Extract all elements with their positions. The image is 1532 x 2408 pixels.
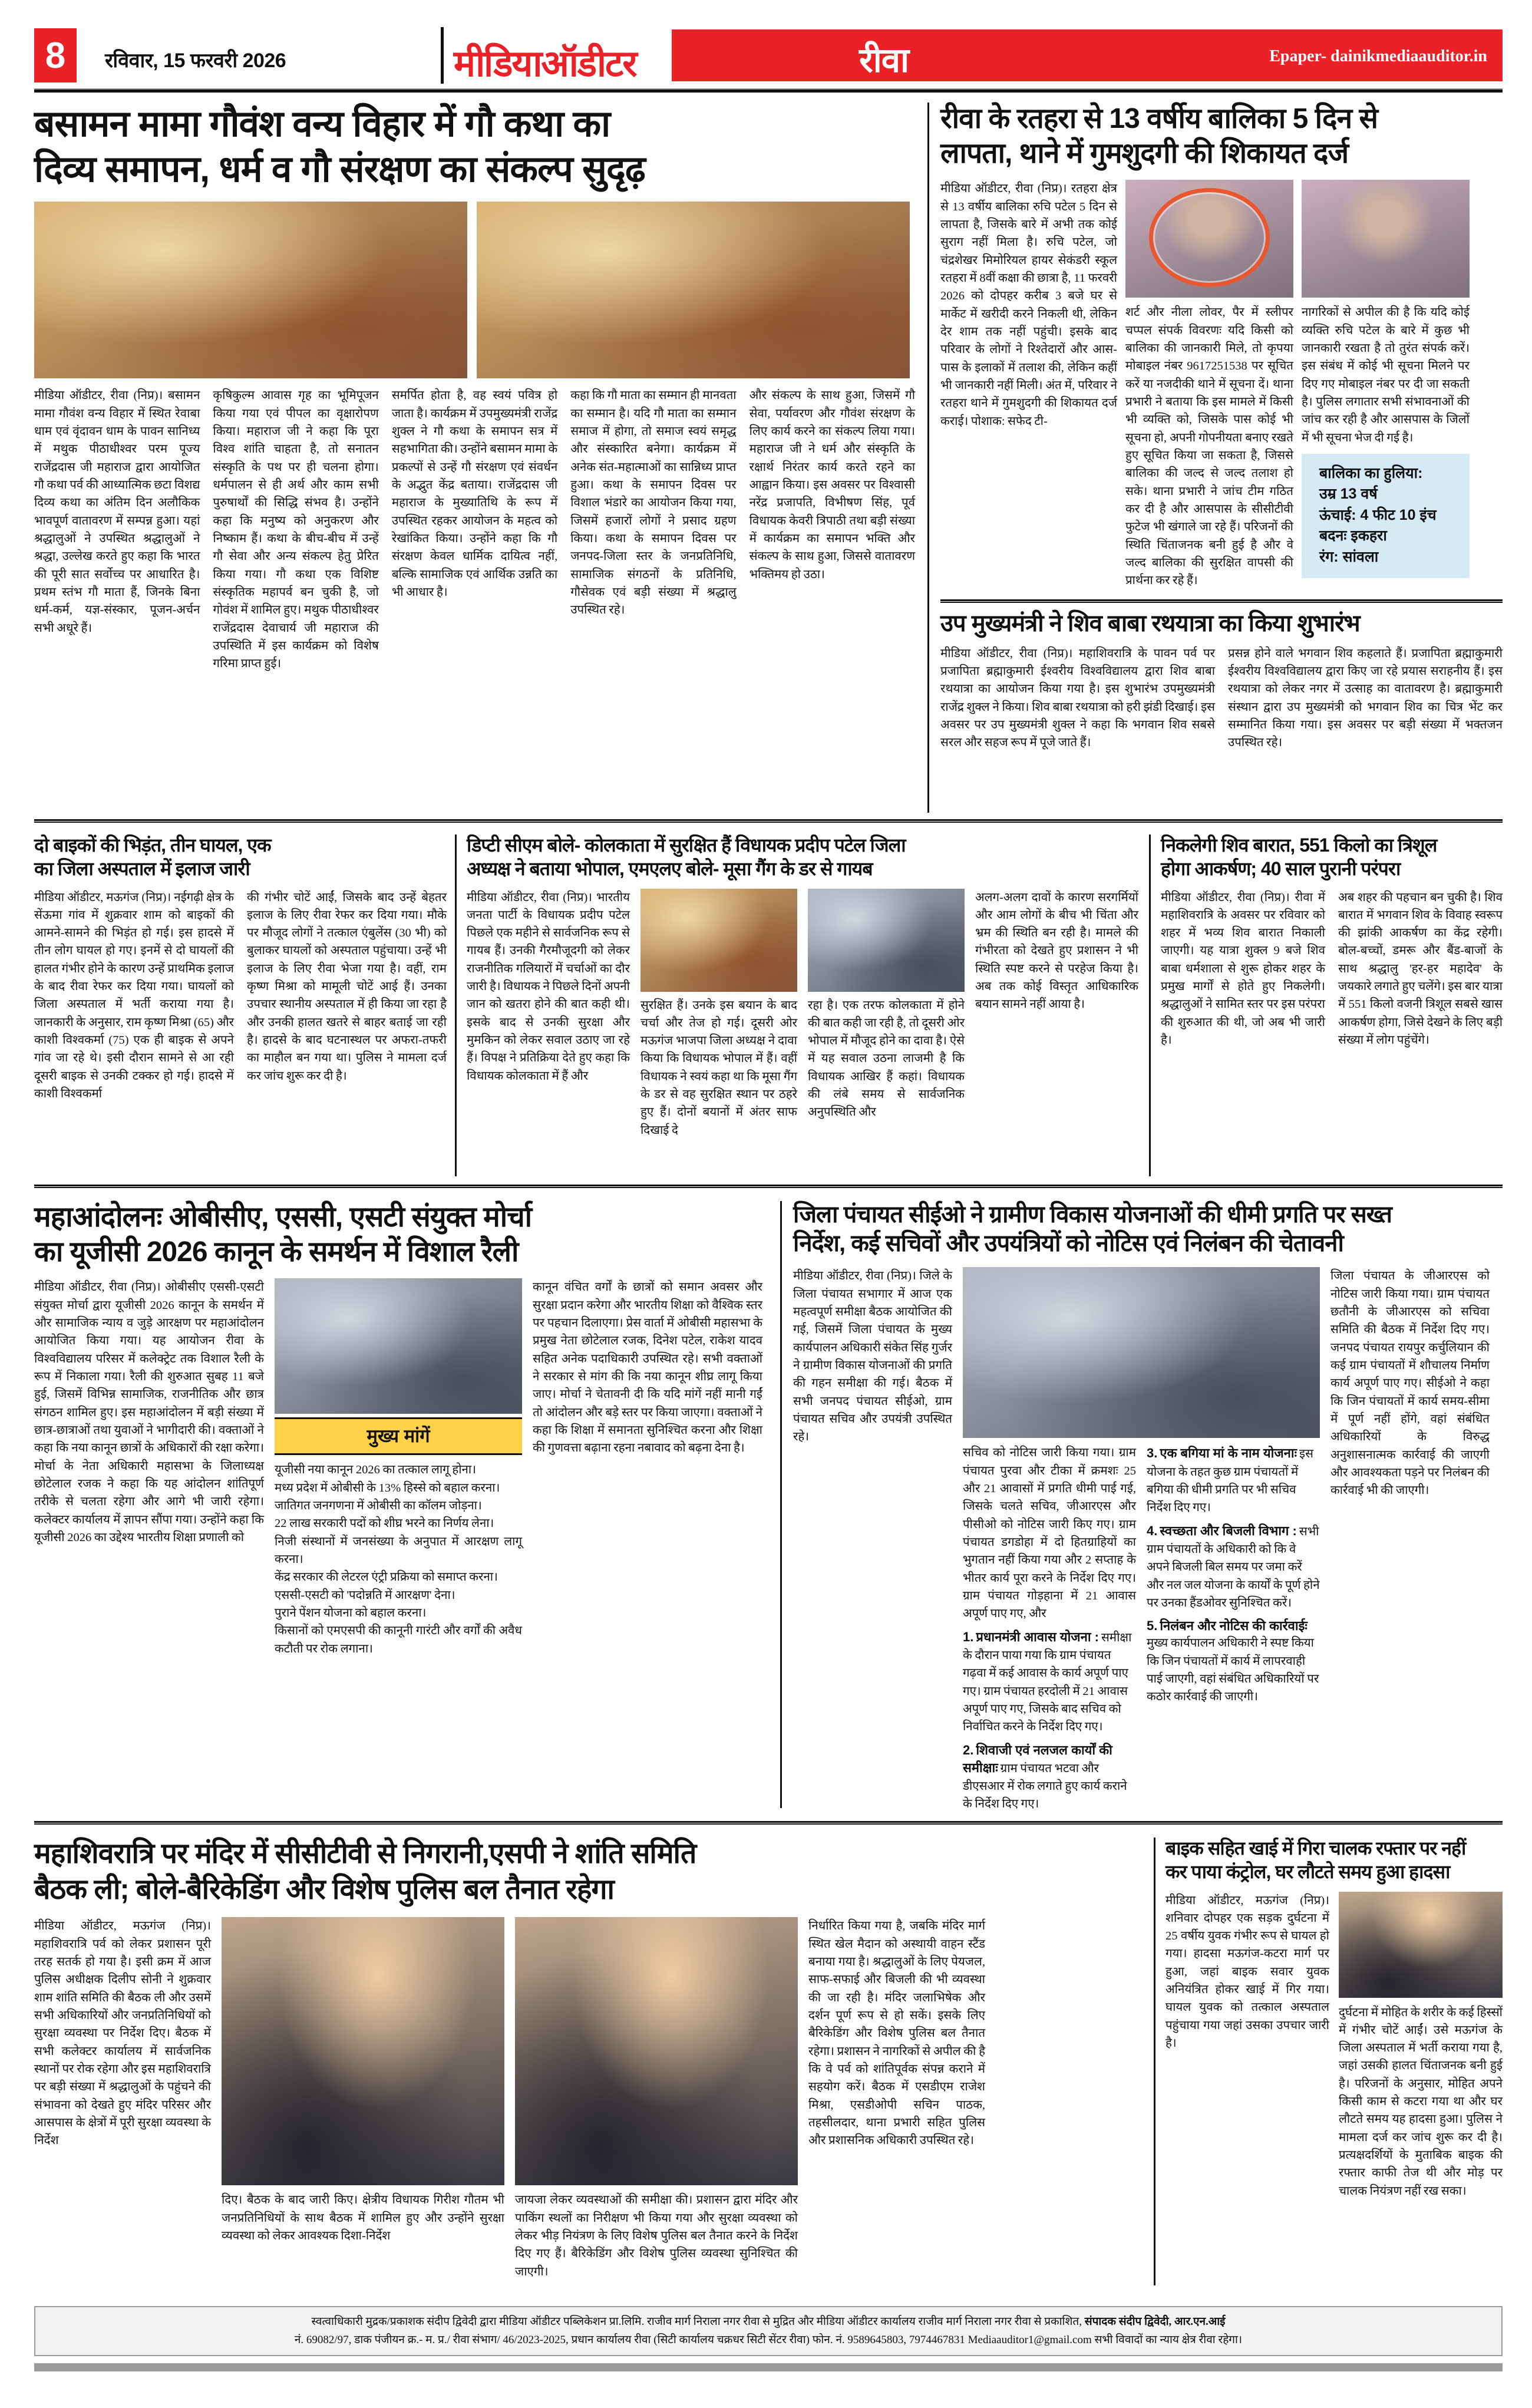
shiv-baba-headline: उप मुख्यमंत्री ने शिव बाबा रथयात्रा का किया शुभारंभ (940, 610, 1360, 636)
bike-col-1: मीडिया ऑडीटर, मऊगंज (निप्र)। नईगढ़ी क्षेत्र के सेंऊमा गांव में शुक्रवार शाम को बाइकों की आमने-सामने की भिड़ंत हो गई। इस हादसे में तीन लोग घायल हो गए। इनमें से दो घायलों की हालत गंभीर होने के कारण उन्हें प्राथमिक इलाज के बाद रीवा रेफर कर दिया गया। घायलों को जिला अस्पताल में भर्ती कराया गया है। जानकारी के अनुसार, राम कृष्ण मिश्रा (65) और काशी विश्वकर्मा (75) एक ही बाइक से अपने गांव जा रहे थे। इसी दौरान सामने से आ रही दूसरी बाइक से उनकी टक्कर हो गई। हादसे में काशी विश्वकर्मा (34, 890, 234, 1101)
panchayat-item-3-title: एक बगिया मां के नाम योजनाः (1160, 1446, 1297, 1461)
newspaper-page (34, 22, 1503, 2380)
masthead-rule (34, 88, 1503, 93)
panchayat-item-5-num: 5. (1147, 1618, 1158, 1634)
panchayat-item-2-title: शिवाजी एवं नलजल कार्यों की समीक्षाः (963, 1742, 1112, 1775)
missing-girl-story (940, 103, 1503, 752)
panchayat-item-5-text: मुख्य कार्यपालन अधिकारी ने स्पष्ट किया कि जिन पंचायतों में कार्य में लापरवाही पाई जाएगी, वहां संबंधित अधिकारियों पर कठोर कार्रवाई की जाएगी। (1147, 1637, 1319, 1704)
khai-headline-line2: कर पाया कंट्रोल, घर लौटते समय हुआ हादसा (1165, 1861, 1450, 1882)
andolan-demand-2: मध्य प्रदेश में ओबीसी के 13% हिस्से को बहाल करना। (275, 1481, 500, 1495)
andolan-col-2: कानून वंचित वर्गों के छात्रों को समान अवसर और सुरक्षा प्रदान करेगा और भारतीय शिक्षा को वैश्विक स्तर पर पहचान दिलाएगा। प्रेस वार्ता में ओबीसी महासभा के प्रमुख नेता छोटेलाल रजक, दिनेश पटेल, राकेश यादव सहित अनेक पदाधिकारी उपस्थित रहे। सभी वक्ताओं ने सरकार से मांग की कि नया कानून शीघ्र लागू किया जाए। मोर्चा ने चेतावनी दी कि यदि मांगें नहीं मानी गईं तो आंदोलन और बड़े स्तर पर किया जाएगा। वक्ताओं ने कहा कि शिक्षा में समानता सुनिश्चित करना और शिक्षा की गुणवत्ता बढ़ाना रहना नबावाद को बढ़ना देना है। (533, 1281, 762, 1455)
panchayat-item-4-text: सभी ग्राम पंचायतों के अधिकारी को कि वे अपने बिजली बिल समय पर जमा करें और नल जल योजना के कार्यों के पूर्ण होने पर उनका हैंडओवर सुनिश्चित करें। (1147, 1525, 1320, 1609)
panchayat-item-4-num: 4. (1147, 1523, 1158, 1538)
andolan-demand-9: किसानों को एमएसपी की कानूनी गारंटी और वर्गों की अवैध कटौती पर रोक लगाना। (275, 1624, 522, 1655)
deputycm-headline-line2: अध्यक्ष ने बताया भोपाल, एमएलए बोले- मूसा गैंग के डर से गायब (467, 857, 873, 879)
shivratri-col-4: निर्धारित किया गया है, जबकि मंदिर मार्ग स्थित खेल मैदान को अस्थायी वाहन स्टैंड बनाया गया है। श्रद्धालुओं के लिए पेयजल, साफ-सफाई और बिजली की भी व्यवस्था की जा रही है। मंदिर जलाभिषेक और दर्शन पूर्ण रूप से हो सकें। इसके लिए बैरिकेडिंग और विशेष पुलिस बल तैनात रहेगा। प्रशासन ने नागरिकों से अपील की है कि वे पर्व को शांतिपूर्वक संपन्न कराने में सहयोग करें। बैठक में एसडीएम राजेश मिश्रा, एसडीओपी सचिन पाठक, तहसीलदार, थाना प्रभारी सहित पुलिस और प्रशासनिक अधिकारी उपस्थित रहे। (808, 1919, 985, 2148)
lead-col-5: और संकल्प के साथ हुआ, जिसमें गौ सेवा, पर्यावरण और गौवंश संरक्षण के लिए कार्य करने का संकल्प लिया गया। महाराज जी ने धर्म और संस्कृति के रक्षार्थ निरंतर कार्य करते रहने का आह्वान किया। इस अवसर पर विश्वासी नरेंद्र प्रजापति, विभीषण सिंह, पूर्व विधायक केवरी त्रिपाठी तथा बड़ी संख्या में कार्यक्रम का समापन भक्ति और संकल्प के साथ हुआ, जिससे वातावरण भक्तिमय हो उठा। (749, 389, 916, 581)
shivratri-col-2: दिए। बैठक के बाद जारी किए। क्षेत्रीय विधायक गिरीश गौतम भी जनप्रतिनिधियों के साथ बैठक में शामिल हुए और उन्होंने सुरक्षा व्यवस्था को लेकर आवश्यक दिशा-निर्देश (222, 2193, 504, 2242)
shiv-baba-col-2: प्रसन्न होने वाले भगवान शिव कहलाते हैं। प्रजापिता ब्रह्माकुमारी ईश्वरीय विश्वविद्यालय द्वारा किए जा रहे प्रयास सराहनीय हैं। इस रथयात्रा को लेकर नगर में उत्साह का वातावरण है। ब्रह्माकुमारी संस्थान द्वारा उप मुख्यमंत्री को भगवान शिव का चित्र भेंट कर सम्मानित किया गया। इस अवसर पर बड़ी संख्या में भक्तजन उपस्थित रहे। (1228, 646, 1503, 750)
police-meeting-photo (222, 1917, 504, 2185)
footer-line1-pre: स्वत्वाधिकारी मुद्रक/प्रकाशक संदीप द्विवेदी द्वारा मीडिया ऑडीटर पब्लिकेशन प्रा.लिमि. राजीव मार्ग निराला नगर रीवा से मुद्रित और मीडिया ऑडीटर कार्यालय राजीव मार्ग निराला नगर रीवा से प्रकाशित, (311, 2315, 1085, 2328)
panchayat-meeting-photo (963, 1267, 1320, 1438)
bike-headline-line2: का जिला अस्पताल में इलाज जारी (34, 857, 250, 879)
missing-girl-school-uniform-photo (1302, 180, 1470, 298)
demands-bar: मुख्य मांगें (275, 1417, 522, 1455)
lead-col-1: मीडिया ऑडीटर, रीवा (निप्र)। बसामन मामा गौवंश वन्य विहार में स्थित रेवाबा धाम एवं वृंदावन धाम के पावन सानिध्य में मथुक पीठाधीश्वर परम पूज्य राजेंद्रदास जी महाराज द्वारा आयोजित गौ कथा पर्व की आध्यात्मिक छटा विशद्य दिव्य कथा का अंतिम दिन अलौकिक भावपूर्ण वातावरण में सम्पन्न हुआ। यहां श्रद्धालुओं ने उपस्थित श्रद्धालुओं ने श्रद्धा, उल्लेख करते हुए कहा कि भारत की पूरी सात सर्वोच्च पर आधारित है। प्रथम स्तंभ गौ माता हैं, जिनके बिना धर्म-कर्म, यज्ञ-संस्कार, पूजन-अर्चन सभी अधूरे हैं। (34, 389, 200, 635)
shivbarat-col-1: मीडिया ऑडीटर, रीवा (निप्र)। रीवा में महाशिवरात्रि के अवसर पर रविवार को शहर में भव्य शिव बारात निकाली जाएगी। यह यात्रा शुक्ल 9 बजे शिव बाबा धर्मशाला से शुरू होकर शहर के प्रमुख मार्गों से होते हुए निकलेगी। श्रद्धालुओं ने सामित स्तर पर इस परंपरा की शुरुआत की थी, जो अब भी जारी है। (1161, 890, 1325, 1047)
andolan-col-1: मीडिया ऑडीटर, रीवा (निप्र)। ओबीसीए एससी-एसटी संयुक्त मोर्चा द्वारा यूजीसी 2026 कानून के समर्थन में और सामाजिक न्याय व जुड़े आरक्षण पर महाआंदोलन आयोजित किया गया। यह आयोजन रीवा के विश्वविद्यालय परिसर में कलेक्ट्रेट तक विशाल रैली के रूप में निकाला गया। रैली की शुरुआत सुबह 11 बजे हुई, जिसमें विभिन्न सामाजिक, राजनीतिक और छात्र संगठन शामिल हुए। इस महाआंदोलन में बड़ी संख्या में छात्र-छात्राओं तथा युवाओं ने भागीदारी की। वक्ताओं ने कहा कि नया कानून छात्रों के अधिकारों की रक्षा करेगा। मोर्चा के नेता अधिकारी महासभा के जिलाध्यक्ष छोटेलाल रजक ने कहा कि यह आंदोलन शांतिपूर्ण तरीके से चलता रहेगा और आगे भी जारी रहेगा। कलेक्टर कार्यालय में ज्ञापन सौंपा गया। उन्होंने कहा कि यूजीसी 2026 का उद्देश्य भारतीय शिक्षा प्रणाली को (34, 1281, 264, 1544)
section-rule-1 (34, 819, 1503, 823)
shivratri-headline-line1: महाशिवरात्रि पर मंदिर में सीसीटीवी से निगरानी,एसपी ने शांति समिति (34, 1838, 696, 1869)
column-separator-1 (927, 103, 929, 813)
column-separator-4 (780, 1201, 782, 1808)
panchayat-story (793, 1201, 1503, 1813)
shiv-barat-story (1161, 834, 1503, 1049)
bike-headline-line1: दो बाइकों की भिड़ंत, तीन घायल, एक (34, 834, 271, 856)
column-separator-3 (1149, 834, 1151, 1176)
gau-katha-audience-photo (477, 202, 910, 378)
andolan-demand-8: पुराने पेंशन योजना को बहाल करना। (275, 1606, 427, 1619)
deputy-cm-photo (640, 889, 797, 992)
description-age: उम्र 13 वर्ष (1319, 486, 1378, 503)
deputycm-col-1: मीडिया ऑडीटर, रीवा (निप्र)। भारतीय जनता पार्टी के विधायक प्रदीप पटेल पिछले एक महीने से सार्वजनिक रूप से गायब हैं। उनकी गैरमौजूदगी को लेकर राजनीतिक गलियारों में चर्चाओं का दौर जारी है। विधायक ने पिछले दिनों अपनी जान को खतरा होने की बात कही थी। इसके बाद से उनकी सुरक्षा और मुमकिन को लेकर सवाल उठाए जा रहे हैं। विपक्ष ने प्रतिक्रिया देते हुए कहा कि विधायक कोलकाता में हैं और (467, 890, 630, 1083)
section-rule-2 (34, 1185, 1503, 1188)
footer-line2: नं. 69082/97, डाक पंजीयन क्र.- म. प्र./ रीवा संभाग/ 46/2023-2025, प्रधान कार्यालय रीवा (सिटी कार्यालय चक्रधर सिटी सेंटर रीवा) फोन. नं. 9589645803, 7974467831 Mediaauditor1@gmail.com सभी विवादों का न्याय क्षेत्र रीवा रहेगा। (294, 2333, 1243, 2346)
deputycm-col-2: सुरक्षित हैं। उनके इस बयान के बाद चर्चा और तेज हो गई। दूसरी ओर मऊगंज भाजपा जिला अध्यक्ष ने दावा किया कि विधायक भोपाल में हैं। वहीं विधायक ने स्वयं कहा था कि मूसा गैंग के डर से वह सुरक्षित स्थान पर ठहरे हुए हैं। दोनों बयानों में अंतर साफ दिखाई दे (640, 998, 797, 1137)
andolan-demand-3: जातिगत जनगणना में ओबीसी का कॉलम जोड़ना। (275, 1499, 482, 1512)
panchayat-item-2-num: 2. (963, 1742, 974, 1757)
lead-headline-line2: दिव्य समापन, धर्म व गौ संरक्षण का संकल्प सुदृढ़ (34, 149, 645, 190)
missing-girl-headline-line1: रीवा के रतहरा से 13 वर्षीय बालिका 5 दिन से (940, 103, 1378, 134)
press-conference-photo (275, 1278, 522, 1414)
lead-story (34, 103, 915, 673)
lead-headline-line1: बसामन मामा गौवंश वन्य विहार में गौ कथा का (34, 104, 610, 144)
missing-girl-col-1: मीडिया ऑडीटर, रीवा (निप्र)। रतहरा क्षेत्र से 13 वर्षीय बालिका रुचि पटेल 5 दिन से लापता है, जिसके बारे में अभी तक कोई सुराग नहीं मिला है। रुचि पटेल, जो चंद्रशेखर मिमोरियल हायर सेकंडरी स्कूल रतहरा में 8वीं कक्षा की छात्रा है, 11 फरवरी 2026 को दोपहर करीब 3 बजे घर से मार्केट में खरीदी करने निकली थी, लेकिन देर शाम तक नहीं पहुंची। इसके बाद परिवार के लोगों ने रिश्तेदारों और आस-पास के इलाकों में तलाश की, लेकिन कहीं भी जानकारी नहीं मिली। अंत में, परिवार ने रतहरा थाने में गुमशुदगी की शिकायत दर्ज कराई। पोशाक: सफेद टी- (940, 182, 1117, 428)
khai-headline-line1: बाइक सहित खाई में गिरा चालक रफ्तार पर नहीं (1165, 1838, 1466, 1859)
description-complexion: रंग: सांवला (1319, 548, 1379, 565)
page-number: 8 (34, 28, 77, 83)
missing-girl-description-box (1302, 454, 1470, 579)
andolan-demand-6: केंद्र सरकार की लेटरल एंट्री प्रक्रिया को समाप्त करना। (275, 1571, 498, 1584)
panchayat-item-4-title: स्वच्छता और बिजली विभाग : (1160, 1523, 1297, 1538)
panchayat-headline-line1: जिला पंचायत सीईओ ने ग्रामीण विकास योजनाओं की धीमी प्रगति पर सख्त (793, 1202, 1392, 1228)
andolan-demand-5: निजी संस्थानों में जनसंख्या के अनुपात में आरक्षण लागू करना। (275, 1535, 522, 1566)
deputy-cm-kolkata-story (467, 834, 1138, 1139)
section-rule-3 (34, 1821, 1503, 1825)
panchayat-col-1: मीडिया ऑडीटर, रीवा (निप्र)। जिले के जिला पंचायत सभागार में आज एक महत्वपूर्ण समीक्षा बैठक आयोजित की गई, जिसमें जिला पंचायत के मुख्य कार्यपालन अधिकारी संकेत सिंह गुर्जर ने ग्रामीण विकास योजनाओं की प्रगति की गहन समीक्षा की गई। बैठक में सभी जनपद पंचायत सीईओ, ग्राम पंचायत सचिव और उपयंत्री उपस्थित रहे। (793, 1269, 952, 1444)
missing-girl-headline-line2: लापता, थाने में गुमशुदगी की शिकायत दर्ज (940, 137, 1349, 169)
andolan-demand-4: 22 लाख सरकारी पदों को शीघ्र भरने का निर्णय लेना। (275, 1517, 494, 1530)
panchayat-item-3-num: 3. (1147, 1446, 1158, 1461)
deputycm-col-3: रहा है। एक तरफ कोलकाता में होने की बात कही जा रही है, तो दूसरी ओर भोपाल में मौजूद होने का दावा है। ऐसे में यह सवाल उठना लाजमी है कि विधायक आखिर हैं कहां। विधायक की लंबे समय से सार्वजनिक अनुपस्थिति और (808, 998, 965, 1119)
panchayat-item-2-text: ग्राम पंचायत भटवा और डीएसआर में रोक लगाते हुए कार्य कराने के निर्देश दिए गए। (963, 1762, 1127, 1811)
edition-name: रीवा (859, 41, 909, 80)
mahashivratri-story (34, 1838, 1142, 2281)
deputycm-headline-line1: डिप्टी सीएम बोले- कोलकाता में सुरक्षित हैं विधायक प्रदीप पटेल जिला (467, 834, 906, 856)
panchayat-item-1-text: समीक्षा के दौरान पाया गया कि ग्राम पंचायत गढ़वा में कई आवास के कार्य अपूर्ण पाए गए। ग्राम पंचायत हरदोली में 21 आवास अपूर्ण पाए गए, जिसके बाद सचिव को निर्वाचित करने के निर्देश दिए गए। (963, 1631, 1132, 1734)
footer-bottom-bar (34, 2363, 1503, 2371)
bike-khai-story (1165, 1838, 1503, 2200)
description-title: बालिका का हुलिया: (1319, 464, 1423, 481)
portrait-oval-frame (1149, 188, 1270, 287)
shivbarat-headline-line2: होगा आकर्षण; 40 साल पुरानी परंपरा (1161, 857, 1401, 879)
panchayat-headline-line2: निर्देश, कई सचिवों और उपयंत्रियों को नोटिस एवं निलंबन की चेतावनी (793, 1231, 1343, 1257)
footer-imprint (34, 2306, 1503, 2356)
andolan-headline-line2: का यूजीसी 2026 कानून के समर्थन में विशाल रैली (34, 1236, 519, 1268)
panchayat-item-1-title: प्रधानमंत्री आवास योजना : (976, 1629, 1099, 1644)
brand-logo: मीडियाऑडीटर (454, 44, 636, 84)
panchayat-item-3-text: इस योजना के तहत कुछ ग्राम पंचायतों में बगिया की धीमी प्रगति पर भी सचिव निर्देश दिए गए। (1147, 1447, 1313, 1515)
epaper-url[interactable]: Epaper- dainikmediaauditor.in (1269, 47, 1487, 65)
masthead (34, 22, 1503, 88)
bike-collision-story (34, 834, 447, 1103)
andolan-demand-7: एससी-एसटी को 'पदोन्नति में आरक्षण' देना। (275, 1588, 455, 1602)
column-separator-2 (455, 834, 457, 1176)
description-build: बदनः इकहरा (1319, 527, 1387, 545)
lead-col-4: कहा कि गौ माता का सम्मान ही मानवता का सम्मान है। यदि गौ माता का सम्मान समाज में होगा, तो समाज स्वयं समृद्ध और संस्कारित बनेगा। कार्यक्रम में अनेक संत-महात्माओं का सान्निध्य प्राप्त हुआ। कथा के समापन दिवस पर विशाल भंडारे का आयोजन किया गया, जिसमें हजारों लोगों ने प्रसाद ग्रहण किया। कथा के समापन दिवस पर जनपद-जिला स्तर के जनप्रतिनिधि, सामाजिक संगठनों के प्रतिनिधि, गौसेवक एवं बड़ी संख्या में श्रद्धालु उपस्थित रहे। (570, 389, 737, 617)
accident-scene-photo (1339, 1892, 1503, 1998)
shivbarat-col-2: अब शहर की पहचान बन चुकी है। शिव बारात में भगवान शिव के विवाह स्वरूप की झांकी आकर्षण का केंद्र रहेगी। बोल-बच्चों, डमरू और बैंड-बाजों के साथ श्रद्धालु 'हर-हर महादेव' के जयकारे लगाते हुए चलेंगे। इस बार यात्रा में 551 किलो वजनी त्रिशूल सबसे खास आकर्षण होगा, जिसे देखने के लिए बड़ी संख्या में लोग पहुंचेंगे। (1338, 890, 1503, 1047)
khai-col-1: मीडिया ऑडीटर, मऊगंज (निप्र)। शनिवार दोपहर एक सड़क दुर्घटना में 25 वर्षीय युवक गंभीर रूप से घायल हो गया। हादसा मऊगंज-कटरा मार्ग पर हुआ, जहां बाइक सवार युवक अनियंत्रित होकर खाई में गिर गया। घायल युवक को तत्काल अस्पताल पहुंचाया गया जहां उसका उपचार जारी है। (1165, 1894, 1329, 2050)
lead-col-2: कृषिकुल्म आवास गृह का भूमिपूजन किया गया एवं पीपल का वृक्षारोपण किया। महाराज जी ने कहा कि पूरा विश्व शांति चाहता है, तो सनातन संस्कृति के पथ पर ही चलना होगा। धर्मपालन से ही अर्थ और काम सभी पुरुषार्थों की सिद्धि संभव है। उन्होंने कहा कि मनुष्य को अनुकरण और निष्काम हैं। कथा के बीच-बीच में उन्हें गौ सेवा और अन्य संकल्प हेतु प्रेरित किया गया। गौ कथा एक विशिष्ट संस्कृतिक महापर्व बन चुकी है, जो गोवंश में शामिल हुए। मथुक पीठाधीश्वर राजेंद्रदास देवाचार्य जी महाराज की उपस्थिति में इस कार्यक्रम को विशेष गरिमा प्राप्त हुई। (213, 389, 379, 671)
panchayat-item-1-num: 1. (963, 1629, 974, 1644)
shivratri-col-1: मीडिया ऑडीटर, मऊगंज (निप्र)। महाशिवरात्रि पर्व को लेकर प्रशासन पूरी तरह सतर्क हो गया है। इसी क्रम में आज पुलिस अधीक्षक दिलीप सोनी ने शुक्रवार शाम शांति समिति की बैठक ली और उसमें सभी अधिकारियों और जनप्रतिनिधियों को सुरक्षा व्यवस्था पर निर्देश दिए। बैठक में सभी कलेक्टर कार्यालय में सार्वजनिक स्थानों पर रोक रहेगा और इस महाशिवरात्रि पर बड़ी संख्या में श्रद्धालुओं के पहुंचने की संभावना को देखते हुए मंदिर परिसर और आसपास के क्षेत्रों में पूरी सुरक्षा व्यवस्था के निर्देश (34, 1919, 211, 2148)
shiv-baba-top-rule (940, 599, 1503, 603)
deputycm-col-4: अलग-अलग दावों के कारण सरगर्मियों और आम लोगों के बीच भी चिंता और भ्रम की स्थिति बन रही है। मामले की गंभीरता को देखते हुए प्रशासन ने भी स्थिति स्पष्ट करने से परहेज किया है। अब तक कोई विस्तृत आधिकारिक बयान सामने नहीं आया है। (975, 890, 1138, 1011)
shiv-baba-col-1: मीडिया ऑडीटर, रीवा (निप्र)। महाशिवरात्रि के पावन पर्व पर प्रजापिता ब्रह्माकुमारी ईश्वरीय विश्वविद्यालय द्वारा शिव बाबा रथयात्रा का आयोजन किया गया है। इस शुभारंभ उपमुख्यमंत्री राजेंद्र शुक्ल ने किया। शिव बाबा रथयात्रा को हरी झंडी दिखाई। इस अवसर पर उप मुख्यमंत्री शुक्ल ने कहा कि भगवान शिव सबसे सरल और सहज रूप में पूजे जाते हैं। (940, 646, 1215, 750)
shivratri-headline-line2: बैठक ली; बोले-बैरिकेडिंग और विशेष पुलिस बल तैनात रहेगा (34, 1873, 614, 1905)
missing-girl-col-3: नागरिकों से अपील की है कि यदि कोई व्यक्ति रुचि पटेल के बारे में कुछ भी जानकारी रखता है तो तुरंत संपर्क करें। इस संबंध में कोई भी सूचना मिलने पर दिए गए मोबाइल नंबर पर दी जा सकती है। पुलिस लगातार सभी संभावनाओं की जांच कर रही है और आसपास के जिलों में भी सूचना भेज दी गई है। (1302, 306, 1470, 444)
column-separator-5 (1154, 1838, 1155, 2285)
gau-katha-stage-photo (34, 202, 467, 378)
panchayat-col-2: सचिव को नोटिस जारी किया गया। ग्राम पंचायत पुरवा और टीका में क्रमशः 25 और 21 आवासों में प्रगति धीमी पाई गई, जिसके चलते सचिव, जीआरएस और पीसीओ को नोटिस जारी किए गए। ग्राम पंचायत डगडोहा में दो हितग्राहियों का भुगतान नहीं किया गया और 2 सप्ताह के भीतर कार्य पूरा करने के निर्देश दिए गए। ग्राम पंचायत गोड़हाना में 21 आवास अपूर्ण पाए गए, और (963, 1446, 1136, 1621)
temple-crowd-photo (515, 1917, 798, 2185)
footer-editor: संपादक संदीप द्विवेदी, आर.एन.आई (1084, 2315, 1226, 2328)
description-height: ऊंचाई: 4 फीट 10 इंच (1319, 506, 1437, 523)
missing-girl-portrait-photo (1125, 180, 1293, 298)
shiv-baba-story (940, 599, 1503, 752)
shivbarat-headline-line1: निकलेगी शिव बारात, 551 किलो का त्रिशूल (1161, 834, 1437, 856)
shivratri-col-3: जायजा लेकर व्यवस्थाओं की समीक्षा की। प्रशासन द्वारा मंदिर और पाकिंग स्थलों का निरीक्षण भी किया गया और सुरक्षा व्यवस्था को लेकर भीड़ नियंत्रण के लिए विशेष पुलिस बल तैनात करने के निर्देश दिए गए हैं। बैरिकेडिंग और विशेष पुलिस व्यवस्था सुनिश्चित की जाएगी। (515, 2193, 798, 2278)
bike-col-2: की गंभीर चोटें आईं, जिसके बाद उन्हें बेहतर इलाज के लिए रीवा रेफर कर दिया गया। मौके पर मौजूद लोगों ने तत्काल एंबुलेंस (30 भी) को बुलाकर घायलों को अस्पताल पहुंचाया। उन्हें भी इलाज के लिए रीवा भेजा गया है। वहीं, राम कृष्ण मिश्रा को मामूली चोटें आई हैं। उनका उपचार स्थानीय अस्पताल में ही किया जा रहा है और उनकी हालत खतरे से बाहर बताई जा रही है। हादसे के बाद घटनास्थल पर अफरा-तफरी का माहौल बन गया था। पुलिस ने मामला दर्ज कर जांच शुरू कर दी है। (247, 890, 447, 1083)
police-station-photo (808, 889, 965, 992)
masthead-divider (441, 27, 444, 84)
maha-andolan-story (34, 1201, 768, 1658)
panchayat-col-3: जिला पंचायत के जीआरएस को नोटिस जारी किया गया। ग्राम पंचायत छतौनी के जीआरएस को सचिवा समिति की बैठक में निर्देश दिए गए। जनपद पंचायत रायपुर कर्चुलियान की कई ग्राम पंचायतों में शौचालय निर्माण कार्य अपूर्ण पाए गए। सीईओ ने कहा कि जिन पंचायतों में कार्य समय-सीमा में पूर्ण नहीं होंगे, वहां संबंधित अधिकारियों के विरुद्ध अनुशासनात्मक कार्रवाई की जाएगी और आवश्यकता पड़ने पर निलंबन की कार्रवाई भी की जाएगी। (1330, 1269, 1490, 1497)
khai-col-2: दुर्घटना में मोहित के शरीर के कई हिस्सों में गंभीर चोटें आईं। उसे मऊगंज के जिला अस्पताल में भर्ती कराया गया है, जहां उसकी हालत चिंताजनक बनी हुई है। परिजनों के अनुसार, मोहित अपने किसी काम से कटरा गया था और घर लौटते समय यह हादसा हुआ। पुलिस ने मामला दर्ज कर जांच शुरू कर दी है। प्रत्यक्षदर्शियों के मुताबिक बाइक की रफ्तार काफी तेज थी और मोड़ पर चालक नियंत्रण नहीं रख सका। (1339, 2005, 1503, 2198)
andolan-demand-1: यूजीसी नया कानून 2026 का तत्काल लागू होना। (275, 1463, 476, 1477)
panchayat-item-5-title: निलंबन और नोटिस की कार्रवाईः (1160, 1618, 1308, 1634)
publication-date: रविवार, 15 फरवरी 2026 (105, 50, 286, 72)
andolan-headline-line1: महाआंदोलनः ओबीसीए, एससी, एसटी संयुक्त मोर्चा (34, 1202, 532, 1233)
lead-col-3: समर्पित होता है, वह स्वयं पवित्र हो जाता है। कार्यक्रम में उपमुख्यमंत्री राजेंद्र शुक्ल ने गौ कथा के समापन सत्र में सहभागिता की। उन्होंने बसामन मामा के प्रकल्पों से उन्हें गौ संरक्षण एवं संवर्धन के अद्भुत केंद्र बताया। राजेंद्रदास जी महाराज के मुख्यातिथि के रूप में उपस्थित रहकर आयोजन के महत्व को रेखांकित किया। उन्होंने कहा कि गौ संरक्षण केवल धार्मिक दायित्व नहीं, बल्कि सामाजिक एवं आर्थिक उन्नति का भी आधार है। (391, 389, 558, 599)
missing-girl-col-2: शर्ट और नीला लोवर, पैर में स्लीपर चप्पल संपर्क विवरणः यदि किसी को बालिका की जानकारी मिले, तो कृपया मोबाइल नंबर 9617251538 पर सूचित करें या नजदीकी थाने में सूचना दें। थाना प्रभारी ने बताया कि इस मामले में किसी भी व्यक्ति को, जिसके पास कोई भी सूचना हो, अपनी गोपनीयता बनाए रखते हुए सूचित किया जा सकता है, जिससे बालिका की जल्द से जल्द तलाश हो सके। थाना प्रभारी ने जांच टीम गठित कर दी है और आसपास के सीसीटीवी फुटेज भी खंगाले जा रहे हैं। परिजनों की स्थिति चिंताजनक बनी हुई है और वे जल्द बालिका की सुरक्षित वापसी की प्रार्थना कर रहे हैं। (1125, 306, 1293, 588)
